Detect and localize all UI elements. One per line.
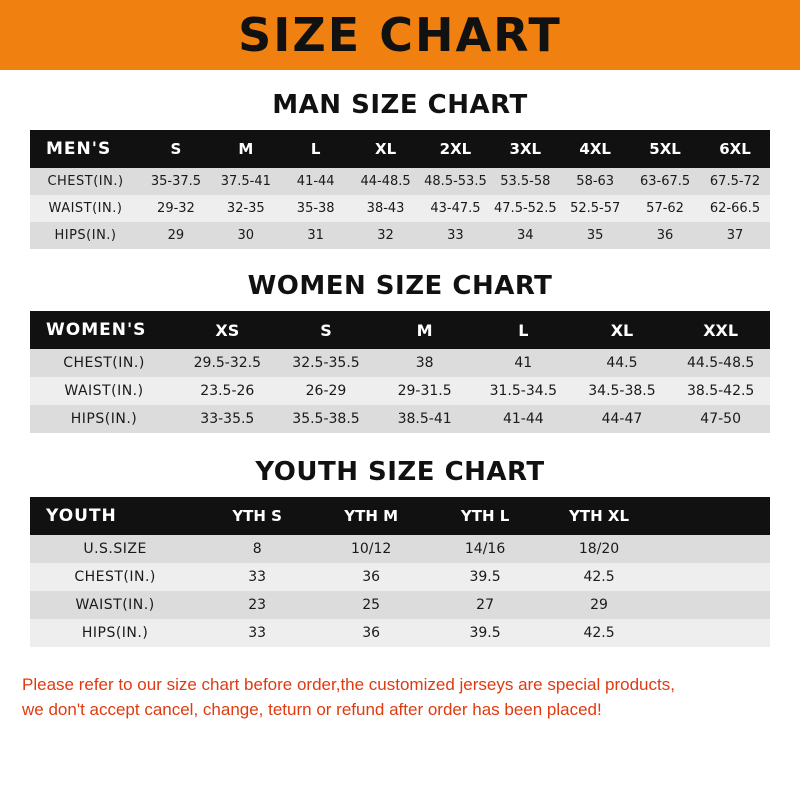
men-col-header: 4XL <box>579 140 611 158</box>
women-cell: 41-44 <box>502 411 544 427</box>
table-row <box>30 535 770 563</box>
women-col-header: XL <box>610 320 634 340</box>
women-cell: 38.5-42.5 <box>686 383 755 399</box>
men-row-label: CHEST(IN.) <box>47 174 124 189</box>
youth-cell: 10/12 <box>350 541 392 557</box>
order-policy-note <box>22 673 778 722</box>
youth-cell: 39.5 <box>469 625 501 641</box>
youth-cell: 23 <box>248 597 267 613</box>
men-cell: 62-66.5 <box>709 201 761 216</box>
women-cell: 34.5-38.5 <box>588 383 656 399</box>
men-cell: 35-37.5 <box>150 174 202 189</box>
men-cell: 32-35 <box>226 201 265 216</box>
women-cell: 38 <box>415 355 434 371</box>
page-header <box>0 0 800 70</box>
page-title: SIZE CHART <box>238 8 562 62</box>
youth-cell: 33 <box>248 625 267 641</box>
men-cell: 35 <box>586 228 604 243</box>
women-cell: 44.5 <box>606 355 638 371</box>
women-cell: 35.5-38.5 <box>292 411 360 427</box>
men-cell: 41-44 <box>296 174 335 189</box>
women-table-head <box>30 311 770 349</box>
youth-cell: 29 <box>590 597 608 613</box>
youth-cell-empty <box>656 535 770 563</box>
youth-header-row <box>30 497 770 535</box>
men-cell: 63-67.5 <box>639 174 691 189</box>
youth-cell: 14/16 <box>464 541 506 557</box>
men-cell: 57-62 <box>646 201 684 216</box>
women-row-label: WAIST(IN.) <box>64 383 144 399</box>
men-cell: 58-63 <box>576 174 615 189</box>
men-col-header: XL <box>375 140 397 158</box>
women-table-body <box>30 349 770 433</box>
men-cell: 35-38 <box>296 201 335 216</box>
women-col-header: L <box>518 320 529 340</box>
men-table-head <box>30 130 770 168</box>
women-cell: 33-35.5 <box>200 411 255 427</box>
men-col-header: L <box>310 140 321 158</box>
men-col-header: 5XL <box>649 140 681 158</box>
women-cell: 29-31.5 <box>397 383 452 399</box>
women-col-header: S <box>320 320 332 340</box>
table-row <box>30 591 770 619</box>
table-row <box>30 349 770 377</box>
men-cell: 44-48.5 <box>360 174 411 189</box>
men-cell: 52.5-57 <box>570 201 621 216</box>
men-cell: 38-43 <box>366 201 405 216</box>
youth-row-label: WAIST(IN.) <box>75 597 155 613</box>
youth-row-label: CHEST(IN.) <box>74 569 156 585</box>
youth-cell: 33 <box>248 569 267 585</box>
table-row <box>30 377 770 405</box>
table-row <box>30 222 770 249</box>
youth-cell: 25 <box>362 597 381 613</box>
youth-table-head <box>30 497 770 535</box>
men-cell: 31 <box>307 228 324 243</box>
women-row-label: CHEST(IN.) <box>63 355 145 371</box>
youth-cell: 39.5 <box>469 569 501 585</box>
youth-size-table <box>30 497 770 647</box>
men-cell: 53.5-58 <box>500 174 551 189</box>
youth-col-header: YTH XL <box>569 507 630 525</box>
men-cell: 29 <box>167 228 185 243</box>
men-cell: 37 <box>726 228 744 243</box>
men-row-label: WAIST(IN.) <box>48 201 123 216</box>
men-table-wrapper <box>30 130 770 249</box>
youth-cell: 42.5 <box>583 569 615 585</box>
youth-row-label: HIPS(IN.) <box>81 625 149 641</box>
men-section-title: MAN SIZE CHART <box>272 90 528 120</box>
men-col-header: 3XL <box>509 140 542 158</box>
men-size-table <box>30 130 770 249</box>
men-cell: 30 <box>237 228 255 243</box>
youth-cell: 36 <box>362 625 381 641</box>
men-cell: 32 <box>377 228 394 243</box>
women-cell: 26-29 <box>305 383 347 399</box>
table-row <box>30 619 770 647</box>
youth-table-body <box>30 535 770 647</box>
note-line-2: we don't accept cancel, change, teturn or refund after order has been placed! <box>22 699 602 719</box>
youth-cell-empty <box>656 563 770 591</box>
men-cell: 67.5-72 <box>709 174 761 189</box>
men-cell: 29-32 <box>157 201 195 216</box>
men-cell: 33 <box>447 228 464 243</box>
table-row <box>30 405 770 433</box>
women-col-header: M <box>416 320 433 340</box>
women-table-wrapper <box>30 311 770 433</box>
youth-table-wrapper <box>30 497 770 647</box>
youth-cell: 18/20 <box>578 541 620 557</box>
women-cell: 44-47 <box>601 411 643 427</box>
women-size-table <box>30 311 770 433</box>
women-cell: 44.5-48.5 <box>686 355 755 371</box>
women-section-title: WOMEN SIZE CHART <box>247 271 553 301</box>
women-cell: 41 <box>514 355 533 371</box>
men-header-row <box>30 130 770 168</box>
note-line-1: Please refer to our size chart before order,the customized jerseys are special products, <box>22 675 675 694</box>
youth-header-label: YOUTH <box>46 506 117 526</box>
women-cell: 47-50 <box>700 411 741 427</box>
table-row <box>30 195 770 222</box>
men-cell: 37.5-41 <box>220 174 271 189</box>
men-cell: 48.5-53.5 <box>424 174 487 189</box>
men-cell: 47.5-52.5 <box>494 201 557 216</box>
youth-cell: 27 <box>476 597 494 613</box>
youth-cell-empty <box>656 591 770 619</box>
men-cell: 43-47.5 <box>430 201 481 216</box>
men-col-header: M <box>238 140 254 158</box>
women-cell: 31.5-34.5 <box>489 383 557 399</box>
women-cell: 32.5-35.5 <box>292 355 360 371</box>
women-header-label: WOMEN'S <box>46 320 147 340</box>
table-row <box>30 168 770 195</box>
men-col-header: 2XL <box>439 140 472 158</box>
men-table-body <box>30 168 770 249</box>
men-row-label: HIPS(IN.) <box>54 228 117 243</box>
women-cell: 38.5-41 <box>397 411 452 427</box>
youth-cell-empty <box>656 619 770 647</box>
women-cell: 29.5-32.5 <box>193 355 262 371</box>
youth-cell: 8 <box>252 541 262 557</box>
women-col-header: XXL <box>703 320 739 340</box>
women-col-header: XS <box>215 320 240 340</box>
men-cell: 36 <box>656 228 674 243</box>
youth-col-header: YTH L <box>460 507 510 525</box>
table-row <box>30 563 770 591</box>
youth-col-header-empty <box>656 497 770 535</box>
youth-col-header: YTH S <box>232 507 282 525</box>
men-header-label: MEN'S <box>46 139 112 159</box>
youth-cell: 36 <box>362 569 381 585</box>
women-header-row <box>30 311 770 349</box>
men-col-header: 6XL <box>719 140 751 158</box>
youth-section-title: YOUTH SIZE CHART <box>255 457 545 487</box>
women-row-label: HIPS(IN.) <box>70 411 138 427</box>
youth-row-label: U.S.SIZE <box>83 541 147 557</box>
women-cell: 23.5-26 <box>200 383 255 399</box>
men-col-header: S <box>170 140 182 158</box>
youth-col-header: YTH M <box>344 507 399 525</box>
youth-cell: 42.5 <box>583 625 615 641</box>
men-cell: 34 <box>517 228 534 243</box>
